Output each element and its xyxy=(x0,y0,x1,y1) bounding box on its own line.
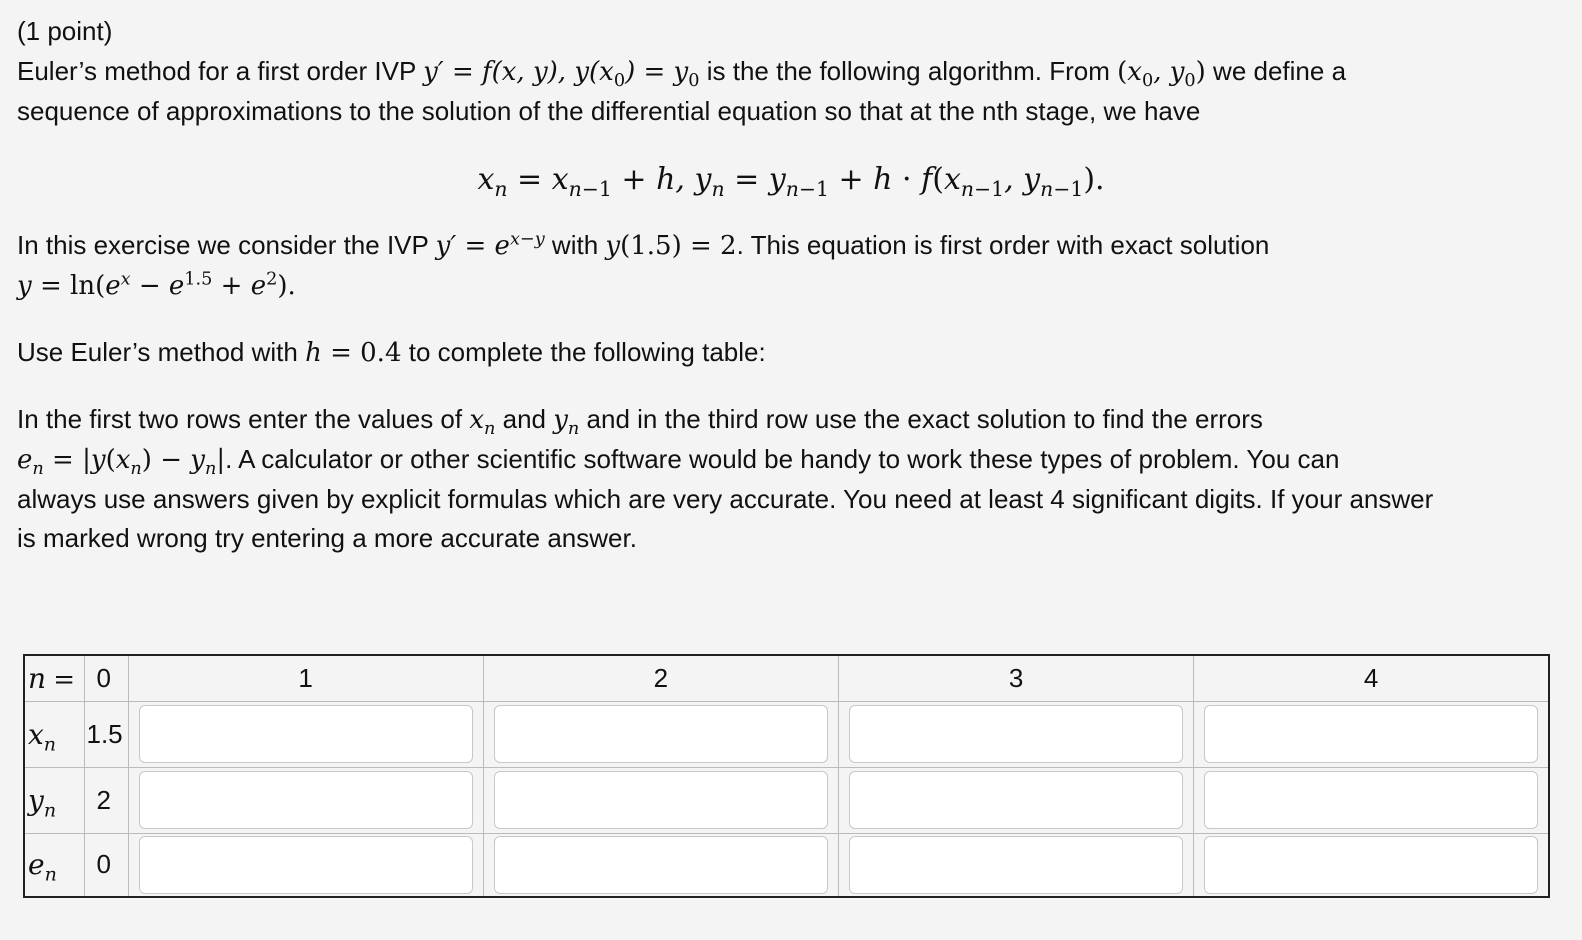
table-row-en xyxy=(24,833,1549,897)
n-value-2: 2 xyxy=(483,655,838,701)
step-size-formula: h = 0.4 xyxy=(305,338,402,368)
step-size-text-1: Use Euler’s method with xyxy=(17,337,306,367)
step-size-line xyxy=(17,333,1562,373)
ivp-formula: y′ = f(x, y), $y(x_0) = y_0$ xyxy=(423,57,700,92)
step-size-text-2: to complete the following table: xyxy=(401,337,766,367)
y0-value: 2 xyxy=(84,767,128,833)
y4-input[interactable] xyxy=(1204,771,1538,829)
instructions-text-5: always use answers given by explicit formulas which are very accurate. You need at least 4 significant digits. If your answer xyxy=(17,484,1434,514)
euler-table xyxy=(23,654,1550,898)
table-row-xn xyxy=(24,701,1549,767)
xn-label: $x_n$ xyxy=(24,701,84,767)
euler-formula: $x_n = x_{n-1} + h$, $y_n = y_{n-1} + h \cdot f(x_{n-1}$, $y_{n-1}$). xyxy=(477,162,1105,201)
e3-input[interactable] xyxy=(849,836,1183,894)
y3-input[interactable] xyxy=(849,771,1183,829)
y1-input[interactable] xyxy=(139,771,473,829)
exercise-paragraph xyxy=(17,226,1562,306)
x2-input[interactable] xyxy=(494,705,828,763)
table-row-n xyxy=(24,655,1549,701)
initial-condition-formula: y(1.5) = 2 xyxy=(605,231,737,261)
yn-symbol: $y_n$ xyxy=(553,405,580,440)
e2-input[interactable] xyxy=(494,836,828,894)
intro-text-2: is the the following algorithm. From xyxy=(699,56,1118,86)
e4-input[interactable] xyxy=(1204,836,1538,894)
instructions-text-6: is marked wrong try entering a more accurate answer. xyxy=(17,523,637,553)
e1-input[interactable] xyxy=(139,836,473,894)
y2-input[interactable] xyxy=(494,771,828,829)
ode-formula: $y' = e^{x-y}$ xyxy=(435,229,545,261)
n-value-4: 4 xyxy=(1194,655,1549,701)
intro-text-4: sequence of approximations to the solution of the differential equation so that at the nth stage, we have xyxy=(17,96,1201,126)
en-label: $e_n$ xyxy=(24,833,84,897)
instructions-text-2: and xyxy=(495,404,554,434)
instructions-text-4: . A calculator or other scientific software would be handy to work these types of problem. You can xyxy=(225,444,1340,474)
intro-text-3: we define a xyxy=(1205,56,1347,86)
problem-points: (1 point) xyxy=(17,16,113,46)
initial-point-formula: ($x_0$, $y_0$) xyxy=(1117,57,1206,92)
n-value-3: 3 xyxy=(839,655,1194,701)
xn-symbol: $x_n$ xyxy=(469,405,496,440)
instructions-text-1: In the first two rows enter the values of xyxy=(17,404,470,434)
x4-input[interactable] xyxy=(1204,705,1538,763)
intro-text-1: Euler’s method for a first order IVP xyxy=(17,56,424,86)
n-label: n = xyxy=(24,655,84,701)
intro-paragraph xyxy=(17,52,1562,131)
yn-label: $y_n$ xyxy=(24,767,84,833)
e0-value: 0 xyxy=(84,833,128,897)
x3-input[interactable] xyxy=(849,705,1183,763)
exercise-text-3: . This equation is first order with exact solution xyxy=(736,230,1270,260)
instructions-text-3: and in the third row use the exact solution to find the errors xyxy=(579,404,1263,434)
exercise-text-2: with xyxy=(544,230,606,260)
exercise-text-1: In this exercise we consider the IVP xyxy=(17,230,436,260)
step-size-value: 0.4 xyxy=(360,338,402,368)
table-row-yn xyxy=(24,767,1549,833)
x1-input[interactable] xyxy=(139,705,473,763)
exact-solution-formula: $y = \ln(e^x - e^{1.5} + e^2)$. xyxy=(17,269,296,301)
n-value-1: 1 xyxy=(128,655,483,701)
error-formula: $e_n = |y(x_n) - y_n|$ xyxy=(17,445,226,480)
n-value-0: 0 xyxy=(84,655,128,701)
x0-value: 1.5 xyxy=(84,701,128,767)
instructions-paragraph xyxy=(17,400,1562,558)
